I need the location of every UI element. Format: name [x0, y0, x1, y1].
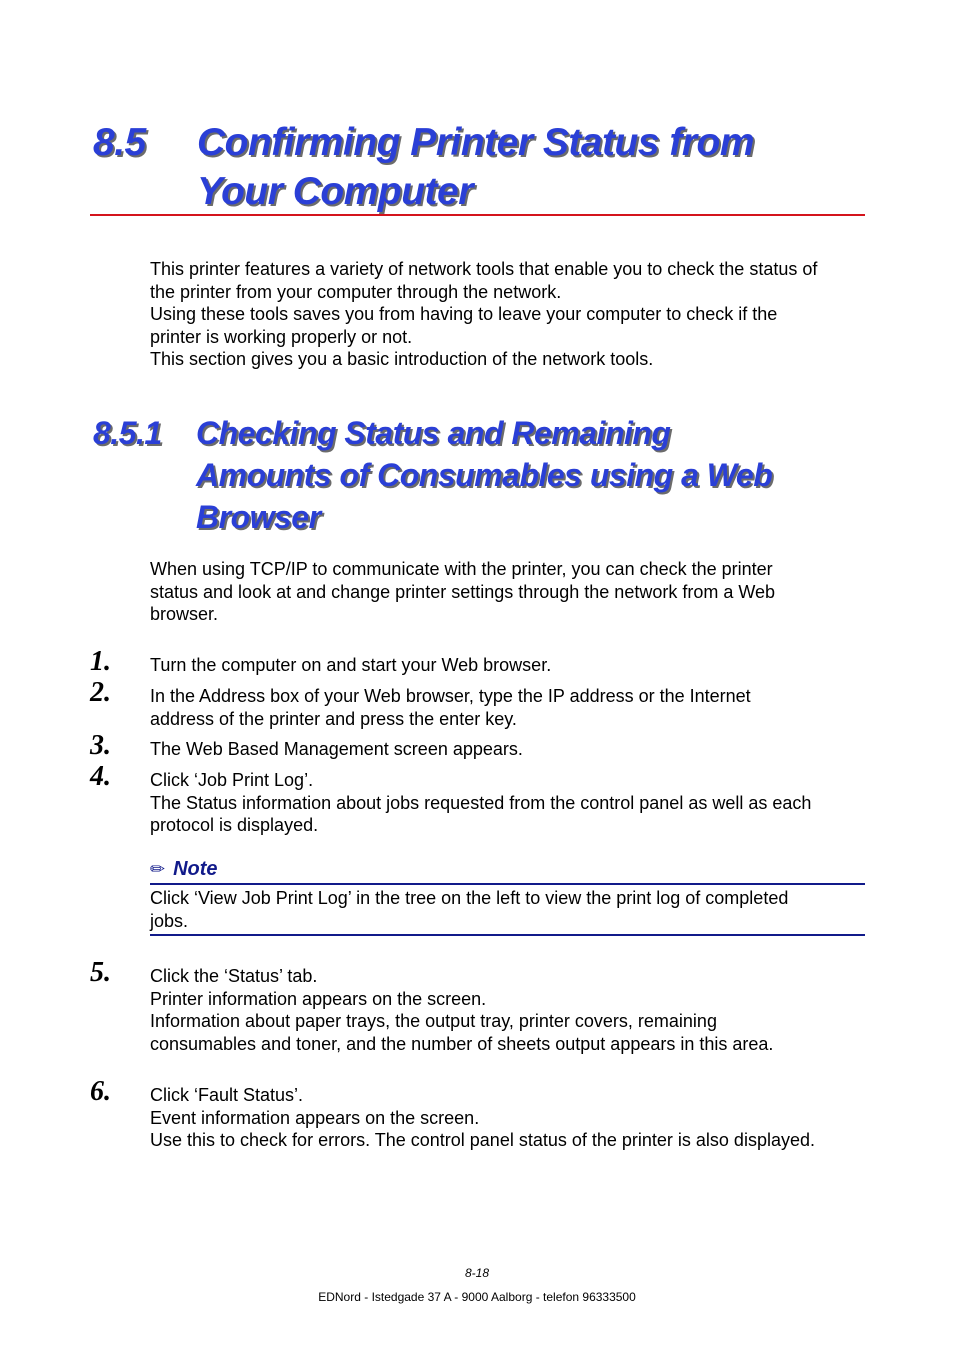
text-line: status and look at and change printer settings through the network from a Web — [150, 581, 776, 602]
step-text — [150, 1084, 870, 1152]
text-line: browser. — [150, 604, 219, 624]
step-number: 6. — [90, 1076, 111, 1107]
step-number: 5. — [90, 957, 111, 988]
text-line: jobs. — [150, 910, 189, 931]
subsection-title — [196, 412, 772, 538]
note-title: Note — [173, 858, 218, 880]
section-title-line: Your Computer — [197, 170, 473, 213]
text-line: Click the ‘Status’ tab. — [150, 966, 318, 986]
text-line: In the Address box of your Web browser, type the IP address or the Internet — [150, 686, 751, 706]
text-line: address of the printer and press the enter key. — [150, 708, 517, 729]
text-line: consumables and toner, and the number of sheets output appears in this area. — [150, 1033, 774, 1054]
text-line: This section gives you a basic introduction of the network tools. — [150, 349, 654, 369]
text-line: printer is working properly or not. — [150, 326, 413, 347]
subsection-title-line: Checking Status and Remaining — [196, 415, 671, 451]
text-line: When using TCP/IP to communicate with the printer, you can check the printer — [150, 559, 773, 579]
text-line: the printer from your computer through the network. — [150, 281, 562, 302]
step-text — [150, 965, 870, 1055]
subsection-title-line: Amounts of Consumables using a Web — [196, 457, 773, 493]
section-number: 8.5 — [93, 121, 146, 164]
pencil-icon: ✏ — [150, 859, 166, 879]
section-title — [197, 118, 754, 216]
page-number: 8-18 — [464, 1266, 490, 1280]
subsection-intro — [150, 558, 870, 626]
text-line: Click ‘Job Print Log’. — [150, 770, 314, 790]
step-text — [150, 685, 870, 730]
text-line: protocol is displayed. — [150, 815, 319, 835]
note-bottom-rule — [150, 934, 865, 936]
text-line: Turn the computer on and start your Web browser. — [150, 655, 552, 675]
text-line: This printer features a variety of network tools that enable you to check the status of — [150, 259, 818, 279]
subsection-title-line: Browser — [196, 499, 321, 535]
step-number: 1. — [90, 646, 111, 677]
subsection-number: 8.5.1 — [93, 415, 162, 451]
step-text — [150, 738, 870, 761]
step-number: 3. — [90, 730, 111, 761]
footer-address: EDNord - Istedgade 37 A - 9000 Aalborg - telefon 96333500 — [318, 1290, 636, 1304]
step-text — [150, 654, 870, 677]
note-heading — [150, 856, 218, 882]
text-line: Click ‘Fault Status’. — [150, 1085, 304, 1105]
section-title-line: Confirming Printer Status from — [197, 121, 755, 164]
text-line: Click ‘View Job Print Log’ in the tree on the left to view the print log of completed — [150, 888, 789, 908]
note-top-rule — [150, 883, 865, 885]
text-line: Event information appears on the screen. — [150, 1107, 480, 1128]
step-number: 2. — [90, 677, 111, 708]
step-text — [150, 769, 870, 837]
text-line: Using these tools saves you from having to leave your computer to check if the — [150, 304, 778, 324]
text-line: The Web Based Management screen appears. — [150, 739, 523, 759]
text-line: Use this to check for errors. The control panel status of the printer is also displayed. — [150, 1130, 815, 1150]
section-divider — [90, 214, 865, 216]
note-text — [150, 887, 870, 932]
text-line: The Status information about jobs requested from the control panel as well as each — [150, 792, 812, 813]
text-line: Printer information appears on the screen. — [150, 988, 487, 1009]
text-line: Information about paper trays, the output tray, printer covers, remaining — [150, 1011, 717, 1031]
step-number: 4. — [90, 761, 111, 792]
intro-paragraph — [150, 258, 870, 371]
